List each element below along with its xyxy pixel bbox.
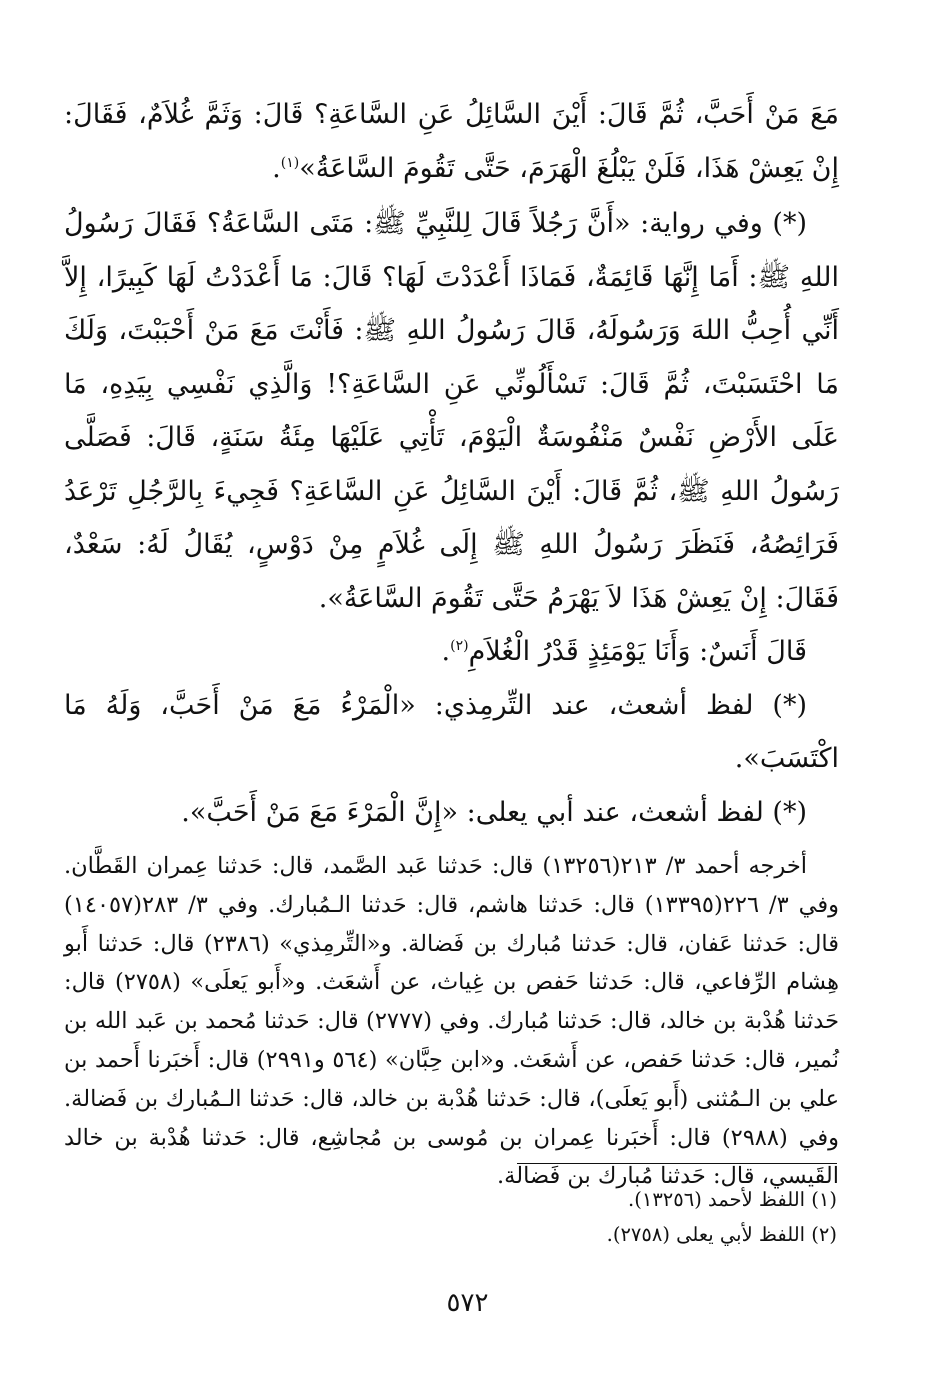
footnotes	[64, 1182, 837, 1252]
footnote-ref-1: (١)	[280, 154, 300, 171]
paragraph-tail: .	[441, 636, 451, 667]
paragraph-tail: .	[272, 152, 281, 184]
hadith-paragraph-4: (*) لفظ أشعث، عند التِّرمِذي: «الْمَرْءُ مَعَ مَنْ أَحَبَّ، وَلَهُ مَا اكْتَسَبَ».	[64, 689, 839, 774]
footnote-2: (٢) اللفظ لأبي يعلى (٢٧٥٨).	[606, 1223, 837, 1246]
footnote-divider	[517, 1163, 837, 1164]
hadith-paragraph-2: (*) وفي رواية: «أَنَّ رَجُلاً قَالَ لِلنَّبِيِّ ﷺ: مَتَى السَّاعَةُ؟ فَقَالَ رَسُولُ اللهِ ﷺ: أَمَا إِنَّهَا قَائِمَةٌ، فَمَاذَا أَعْدَدْتَ لَهَا؟ قَالَ: مَا أَعْدَدْتُ لَهَا كَبِيرًا، إِلاَّ أَنِّي أُحِبُّ اللهَ وَرَسُولَهُ، قَالَ رَسُولُ اللهِ ﷺ: فَأَنْتَ مَعَ مَنْ أَحْبَبْتَ، وَلَكَ مَا احْتَسَبْتَ، ثُمَّ قَالَ: تَسْأَلُونِّي عَنِ السَّاعَةِ؟! وَالَّذِي نَفْسِي بِيَدِهِ، مَا عَلَى الأَرْضِ نَفْسٌ مَنْفُوسَةٌ الْيَوْمَ، تَأْتِي عَلَيْهَا مِئَةُ سَنَةٍ، قَالَ: فَصَلَّى رَسُولُ اللهِ ﷺ، ثُمَّ قَالَ: أَيْنَ السَّائِلُ عَنِ السَّاعَةِ؟ فَجِيءَ بِالرَّجُلِ تَرْعَدُ فَرَائِصُهُ، فَنَظَرَ رَسُولُ اللهِ ﷺ إِلَى غُلاَمٍ مِنْ دَوْسٍ، يُقَالُ لَهُ: سَعْدٌ، فَقَالَ: إِنْ يَعِشْ هَذَا لاَ يَهْرَمُ حَتَّى تَقُومَ السَّاعَةُ».	[64, 208, 839, 614]
hadith-text-block	[64, 88, 839, 1196]
paragraph-text: قَالَ أَنَسٌ: وَأَنَا يَوْمَئِذٍ قَدْرُ الْغُلاَمِ	[468, 636, 807, 667]
footnote-1: (١) اللفظ لأحمد (١٣٢٥٦).	[628, 1188, 837, 1211]
hadith-paragraph-3	[64, 625, 839, 679]
takhrij-paragraph: أخرجه أحمد ٣/ ٢١٣(١٣٢٥٦) قال: حَدثنا عَبد الصَّمد، قال: حَدثنا عِمران القَطَّان. وفي ٣/ ٢٢٦(١٣٣٩٥) قال: حَدثنا هاشم، قال: حَدثنا الـمُبارك. وفي ٣/ ٢٨٣(١٤٠٥٧) قال: حَدثنا عَفان، قال: حَدثنا مُبارك بن فَضالة. و«التِّرمِذي» (٢٣٨٦) قال: حَدثنا أَبو هِشام الرِّفاعي، قال: حَدثنا حَفص بن غِياث، عن أَشعَث. و«أَبو يَعلَى» (٢٧٥٨) قال: حَدثنا هُدْبة بن خالد، قال: حَدثنا مُبارك. وفي (٢٧٧٧) قال: حَدثنا مُحمد بن عَبد الله بن نُمير، قال: حَدثنا حَفص، عن أَشعَث. و«ابن حِبَّان» (٥٦٤ و٢٩٩١) قال: أَخبَرنا أَحمد بن علي بن الـمُثنى (أَبو يَعلَى)، قال: حَدثنا هُدْبة بن خالد، قال: حَدثنا الـمُبارك بن فَضالة. وفي (٢٩٨٨) قال: أَخبَرنا عِمران بن مُوسى بن مُجاشِع، قال: حَدثنا هُدْبة بن خالد القَيسي، قال: حَدثنا مُبارك بن فَضالة.	[64, 853, 840, 1190]
page-number: ٥٧٢	[446, 1288, 489, 1318]
paragraph-text: مَعَ مَنْ أَحَبَّ، ثُمَّ قَالَ: أَيْنَ السَّائِلُ عَنِ السَّاعَةِ؟ قَالَ: وَثَمَّ غُلاَمٌ، فَقَالَ: إِنْ يَعِشْ هَذَا، فَلَنْ يَبْلُغَ الْهَرَمَ، حَتَّى تَقُومَ السَّاعَةُ»	[64, 99, 839, 184]
hadith-paragraph-5: (*) لفظ أشعث، عند أبي يعلى: «إِنَّ الْمَرْءَ مَعَ مَنْ أَحَبَّ».	[181, 796, 807, 828]
hadith-paragraph-1	[64, 88, 839, 195]
footnote-ref-2: (٢)	[450, 638, 469, 654]
